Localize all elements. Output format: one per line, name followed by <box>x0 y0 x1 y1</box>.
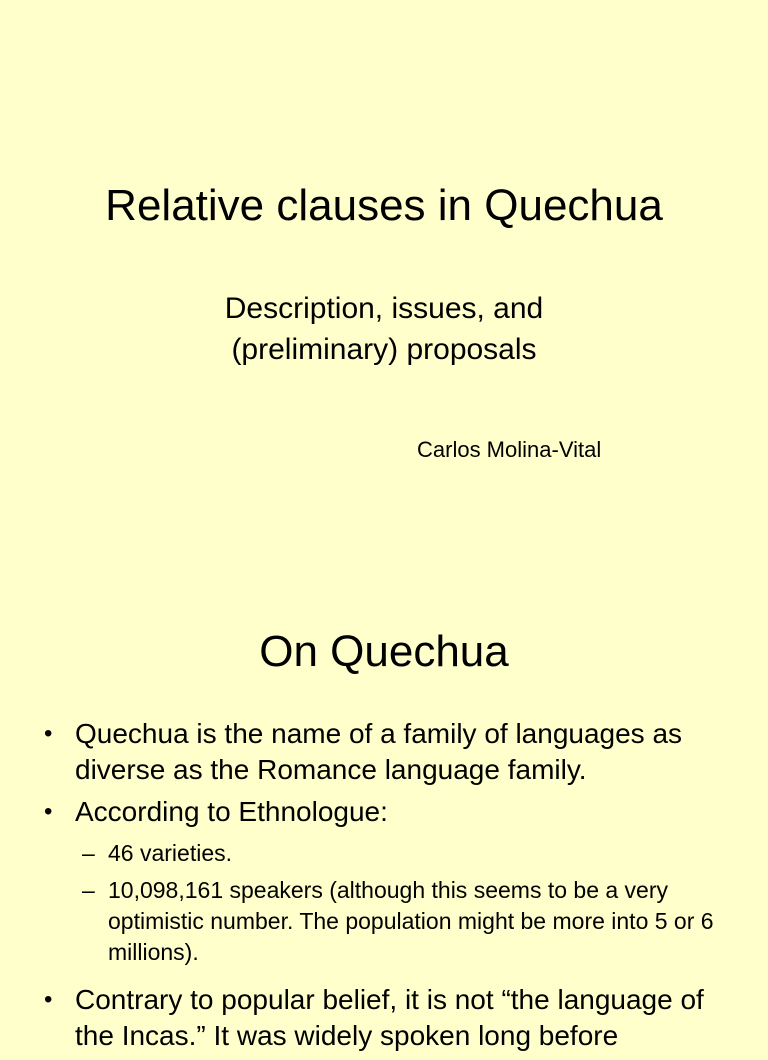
slide-subtitle <box>0 288 768 370</box>
sub-bullet-marker: – <box>82 877 95 903</box>
subtitle-line-2: (preliminary) proposals <box>231 333 537 366</box>
subtitle-line-1: Description, issues, and <box>224 292 544 325</box>
slide-title: On Quechua <box>259 627 509 676</box>
bullet-list <box>0 716 768 1060</box>
bullet-marker: • <box>44 798 53 825</box>
sub-bullet-list <box>0 838 768 968</box>
bullet-text: Contrary to popular belief, it is not “the language of the Incas.” It was widely spoken long before <box>75 984 704 1051</box>
bullet-item <box>0 794 768 830</box>
bullet-marker: • <box>44 986 53 1013</box>
bullet-item <box>0 716 768 788</box>
sub-bullet-marker: – <box>82 840 95 866</box>
bullet-text: According to Ethnologue: <box>75 796 388 827</box>
bullet-item <box>0 982 768 1054</box>
bullet-text: Quechua is the name of a family of languages as diverse as the Romance language family. <box>75 718 683 785</box>
slide-title: Relative clauses in Quechua <box>105 181 663 230</box>
sub-bullet-item <box>0 838 768 869</box>
author-name: Carlos Molina-Vital <box>417 437 602 462</box>
sub-bullet-text: 46 varieties. <box>108 840 233 866</box>
sub-bullet-text: 10,098,161 speakers (although this seems to be a very optimistic number. The population might be more into 5 or 6 millions). <box>108 877 714 965</box>
bullet-marker: • <box>44 720 53 747</box>
content-slide <box>0 576 768 1051</box>
sub-bullet-item <box>0 875 768 968</box>
